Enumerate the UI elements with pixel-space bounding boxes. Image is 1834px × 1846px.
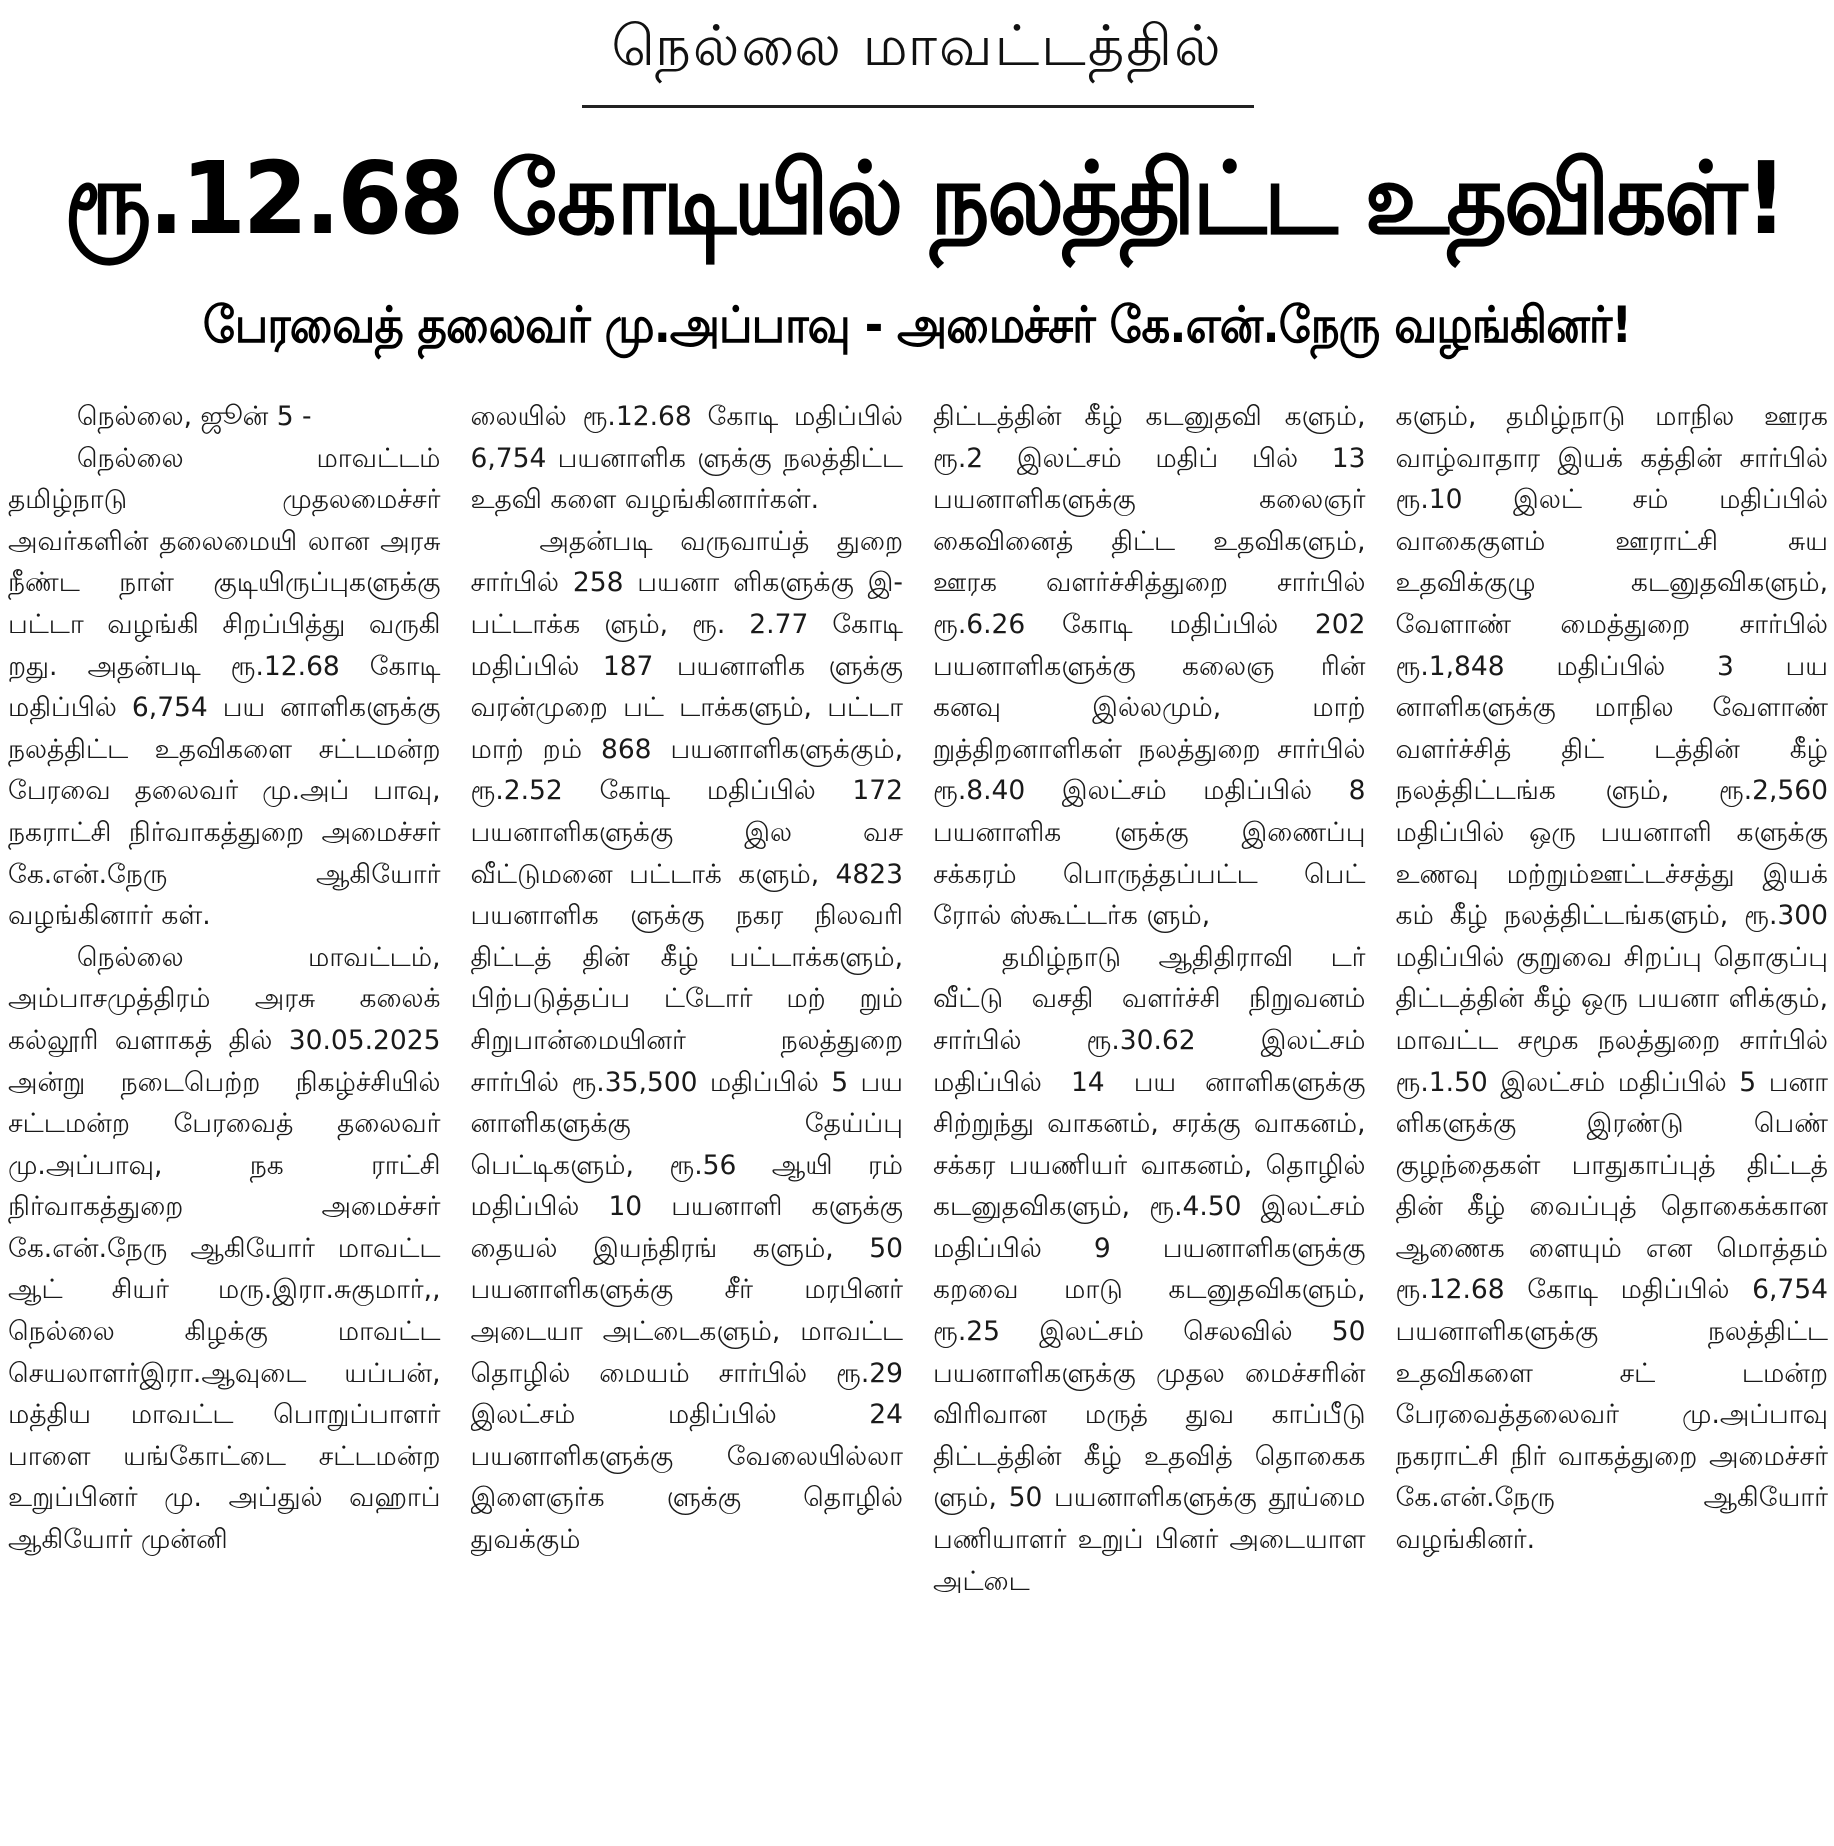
article-column-2	[471, 396, 904, 1844]
article-paragraph: திட்டத்தின் கீழ் கடனுதவி களும், ரூ.2 இலட்சம் மதிப் பில் 13 பயனாளிகளுக்கு கலைஞர் கைவினைத் திட்ட உதவிகளும், ஊரக வளர்ச்சித்துறை சார்பில் ரூ.6.26 கோடி மதிப்பில் 202 பயனாளிகளுக்கு கலைஞ ரின் கனவு இல்லமும், மாற் றுத்திறனாளிகள் நலத்துறை சார்பில் ரூ.8.40 இலட்சம் மதிப்பில் 8 பயனாளிக ளுக்கு இணைப்பு சக்கரம் பொருத்தப்பட்ட பெட் ரோல் ஸ்கூட்டர்க ளும்,	[933, 401, 1366, 932]
article-body	[8, 396, 1828, 1844]
article-paragraph: லையில் ரூ.12.68 கோடி மதிப்பில் 6,754 பயனாளிக ளுக்கு நலத்திட்ட உதவி களை வழங்கினார்கள்.	[470, 401, 903, 516]
article-subheadline: பேரவைத் தலைவர் மு.அப்பாவு - அமைச்சர் கே.என்.நேரு வழங்கினர்!	[202, 296, 1632, 354]
article-paragraph: நெல்லை மாவட்டம், அம்பாசமுத்திரம் அரசு கலைக் கல்லூரி வளாகத் தில் 30.05.2025 அன்று நடைபெற்ற நிகழ்ச்சியில் சட்டமன்ற பேரவைத் தலைவர் மு.அப்பாவு, நக ராட்சி நிர்வாகத்துறை அமைச்சர் கே.என்.நேரு ஆகியோர் மாவட்ட ஆட் சியர் மரு.இரா.சுகுமார்,, நெல்லை கிழக்கு மாவட்ட செயலாளர்இரா.ஆவுடை யப்பன், மத்திய மாவட்ட பொறுப்பாளர் பாளை யங்கோட்டை சட்டமன்ற உறுப்பினர் மு. அப்துல் வஹாப் ஆகியோர் முன்னி	[8, 941, 441, 1556]
article-kicker: நெல்லை மாவட்டத்தில்	[611, 14, 1223, 79]
article-paragraph: நெல்லை மாவட்டம் தமிழ்நாடு முதலமைச்சர் அவர்களின் தலைமையி லான அரசு நீண்ட நாள் குடியிருப்புகளுக்கு பட்டா வழங்கி சிறப்பித்து வருகி றது. அதன்படி ரூ.12.68 கோடி மதிப்பில் 6,754 பய னாளிகளுக்கு நலத்திட்ட உதவிகளை சட்டமன்ற பேரவை தலைவர் மு.அப் பாவு, நகராட்சி நிர்வாகத்துறை அமைச்சர் கே.என்.நேரு ஆகியோர் வழங்கினார் கள்.	[8, 442, 441, 932]
article-paragraph: களும், தமிழ்நாடு மாநில ஊரக வாழ்வாதார இயக் கத்தின் சார்பில் ரூ.10 இலட் சம் மதிப்பில் வாகைகுளம் ஊராட்சி சுய உதவிக்குழு கடனுதவிகளும், வேளாண் மைத்துறை சார்பில் ரூ.1,848 மதிப்பில் 3 பய னாளிகளுக்கு மாநில வேளாண் வளர்ச்சித் திட் டத்தின் கீழ் நலத்திட்டங்க ளும், ரூ.2,560 மதிப்பில் ஒரு பயனாளி களுக்கு உணவு மற்றும்ஊட்டச்சத்து இயக் கம் கீழ் நலத்திட்டங்களும், ரூ.300 மதிப்பில் குறுவை சிறப்பு தொகுப்பு திட்டத்தின் கீழ் ஒரு பயனா ளிக்கும், மாவட்ட சமூக நலத்துறை சார்பில் ரூ.1.50 இலட்சம் மதிப்பில் 5 பனா ளிகளுக்கு இரண்டு பெண் குழந்தைகள் பாதுகாப்புத் திட்டத் தின் கீழ் வைப்புத் தொகைக்கான ஆணைக ளையும் என மொத்தம் ரூ.12.68 கோடி மதிப்பில் 6,754 பயனாளிகளுக்கு நலத்திட்ட உதவிகளை சட் டமன்ற பேரவைத்தலைவர் மு.அப்பாவு நகராட்சி நிர் வாகத்துறை அமைச்சர் கே.என்.நேரு ஆகியோர் வழங்கினர்.	[1395, 401, 1828, 1556]
article-paragraph: அதன்படி வருவாய்த் துறை சார்பில் 258 பயனா ளிகளுக்கு இ-பட்டாக்க ளும், ரூ. 2.77 கோடி மதிப்பில் 187 பயனாளிக ளுக்கு வரன்முறை பட் டாக்களும், பட்டா மாற் றம் 868 பயனாளிகளுக்கும், ரூ.2.52 கோடி மதிப்பில் 172 பயனாளிகளுக்கு இல வச வீட்டுமனை பட்டாக் களும், 4823 பயனாளிக ளுக்கு நகர நிலவரி திட்டத் தின் கீழ் பட்டாக்களும், பிற்படுத்தப்ப ட்டோர் மற் றும் சிறுபான்மையினர் நலத்துறை சார்பில் ரூ.35,500 மதிப்பில் 5 பய னாளிகளுக்கு தேய்ப்பு பெட்டிகளும், ரூ.56 ஆயி ரம் மதிப்பில் 10 பயனாளி களுக்கு தையல் இயந்திரங் களும், 50 பயனாளிகளுக்கு சீர் மரபினர் அடையா அட்டைகளும், மாவட்ட தொழில் மையம் சார்பில் ரூ.29 இலட்சம் மதிப்பில் 24 பயனாளிகளுக்கு வேலையில்லா இளைஞர்க ளுக்கு தொழில் துவக்கும்	[470, 525, 903, 1556]
article-column-3	[933, 396, 1366, 1844]
article-paragraph: தமிழ்நாடு ஆதிதிராவி டர் வீட்டு வசதி வளர்ச்சி நிறுவனம் சார்பில் ரூ.30.62 இலட்சம் மதிப்பில் 14 பய னாளிகளுக்கு சிற்றுந்து வாகனம், சரக்கு வாகனம், சக்கர பயணியர் வாகனம், தொழில் கடனுதவிகளும், ரூ.4.50 இலட்சம் மதிப்பில் 9 பயனாளிகளுக்கு கறவை மாடு கடனுதவிகளும், ரூ.25 இலட்சம் செலவில் 50 பயனாளிகளுக்கு முதல மைச்சரின் விரிவான மருத் துவ காப்பீடு திட்டத்தின் கீழ் உதவித் தொகைக ளும், 50 பயனாளிகளுக்கு தூய்மை பணியாளர் உறுப் பினர் அடையாள அட்டை	[933, 941, 1366, 1597]
article-column-1	[8, 396, 441, 1844]
article-dateline: நெல்லை, ஜூன் 5 -	[76, 401, 312, 432]
article-column-4	[1396, 396, 1829, 1844]
article-headline: ரூ.12.68 கோடியில் நலத்திட்ட உதவிகள்!	[64, 140, 1785, 257]
kicker-underline	[582, 105, 1254, 108]
